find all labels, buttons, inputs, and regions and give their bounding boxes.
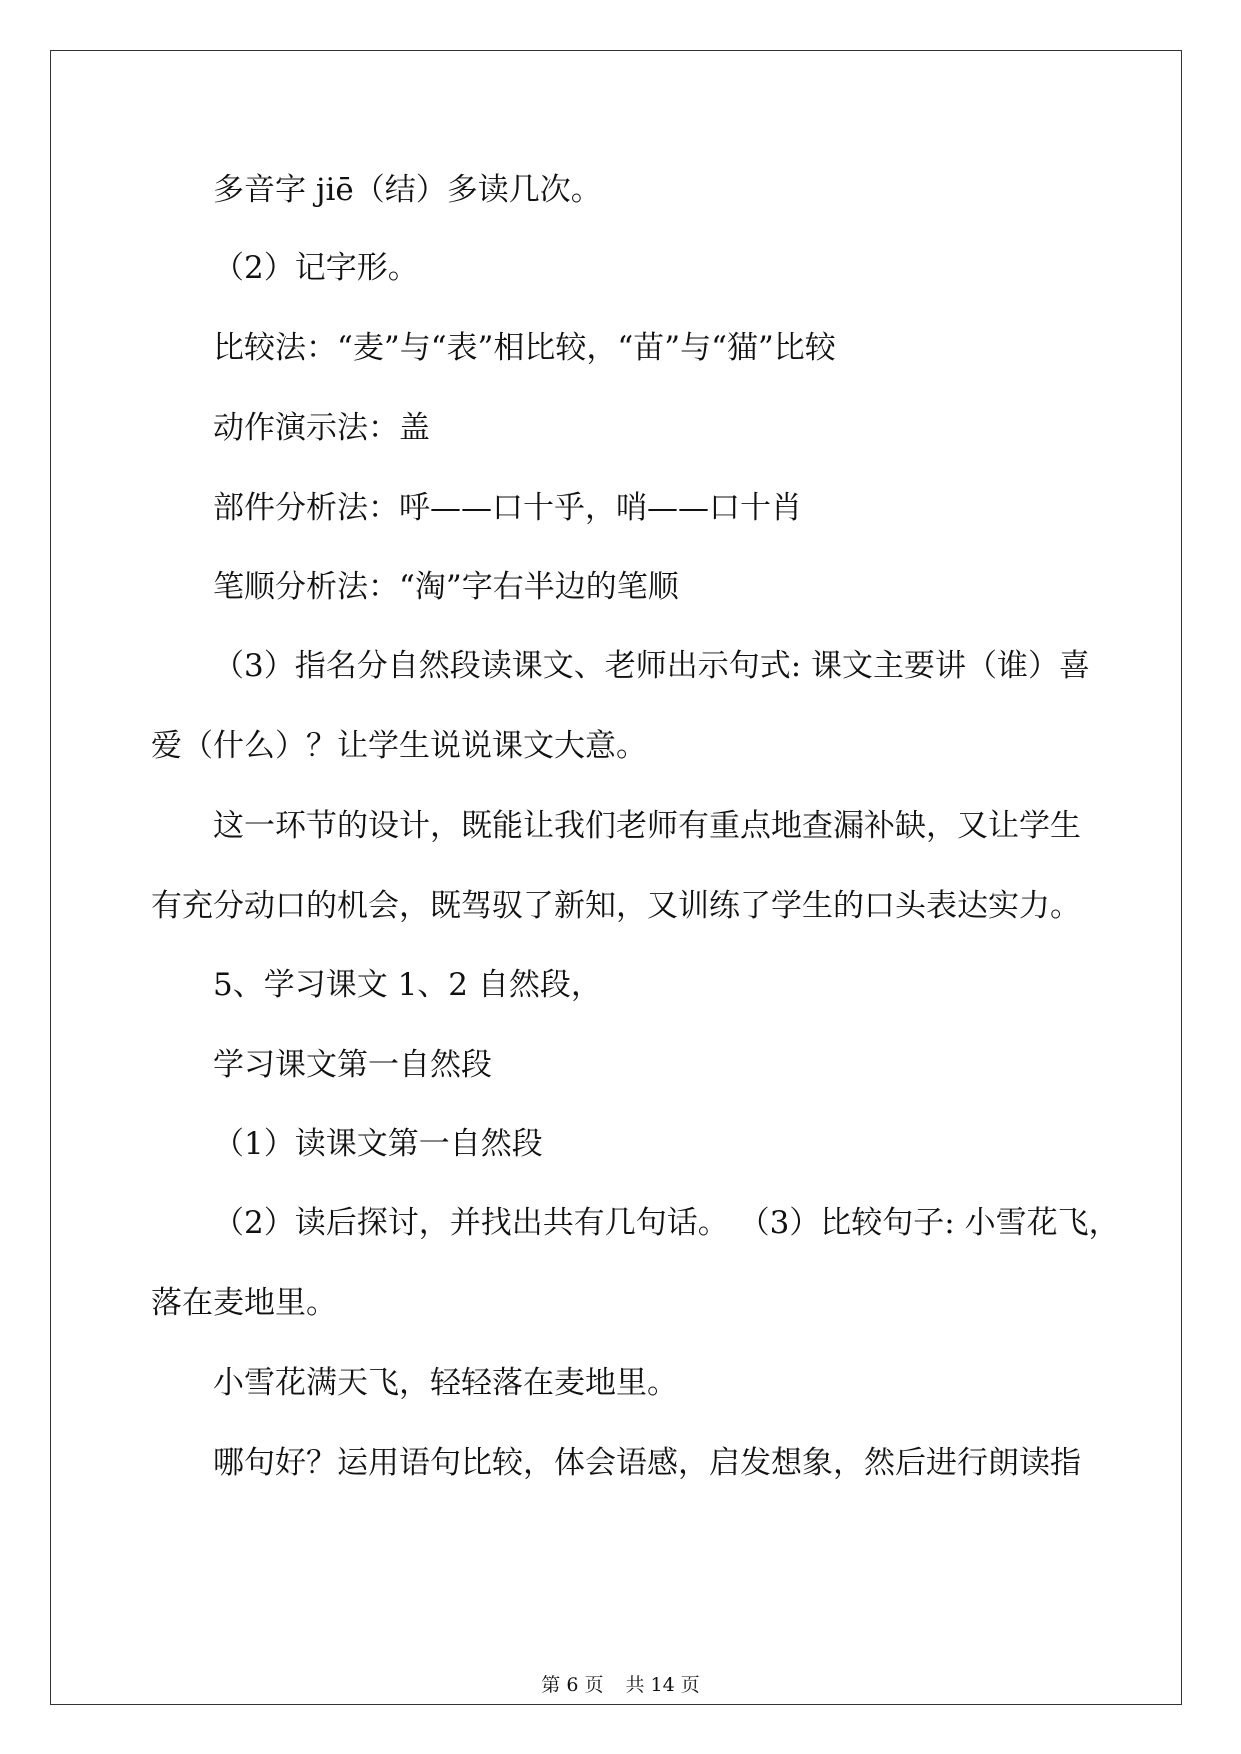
- text-line: 动作演示法：盖: [213, 410, 430, 446]
- text-line: （3）指名分自然段读课文、老师出示句式: 课文主要讲（谁）喜: [213, 648, 1091, 684]
- text-line: 多音字 jiē（结）多读几次。: [213, 172, 602, 208]
- text-line: （2）记字形。: [213, 250, 419, 286]
- text-line: 哪句好？运用语句比较，体会语感，启发想象，然后进行朗读指: [213, 1445, 1081, 1481]
- text-line: 笔顺分析法：“淘”字右半边的笔顺: [213, 569, 679, 605]
- page-number: 第 6 页: [541, 1674, 604, 1696]
- page-total: 共 14 页: [625, 1674, 700, 1696]
- text-line: 学习课文第一自然段: [213, 1047, 492, 1083]
- text-line: 小雪花满天飞，轻轻落在麦地里。: [213, 1365, 678, 1401]
- text-line: 这一环节的设计，既能让我们老师有重点地查漏补缺，又让学生: [213, 808, 1081, 844]
- text-line: 爱（什么）？让学生说说课文大意。: [151, 728, 647, 764]
- text-line: 5、学习课文 1、2 自然段，: [213, 967, 602, 1003]
- page-footer: [0, 1673, 1241, 1697]
- text-line: 比较法：“麦”与“表”相比较，“苗”与“猫”比较: [213, 330, 836, 366]
- text-line: 有充分动口的机会，既驾驭了新知，又训练了学生的口头表达实力。: [151, 888, 1081, 924]
- text-line: 部件分析法：呼——口十乎，哨——口十肖: [213, 490, 802, 526]
- text-line: （1）读课文第一自然段: [213, 1126, 543, 1162]
- text-line: 落在麦地里。: [151, 1285, 337, 1321]
- text-line: （2）读后探讨，并找出共有几句话。 （3）比较句子: 小雪花飞，: [213, 1205, 1120, 1241]
